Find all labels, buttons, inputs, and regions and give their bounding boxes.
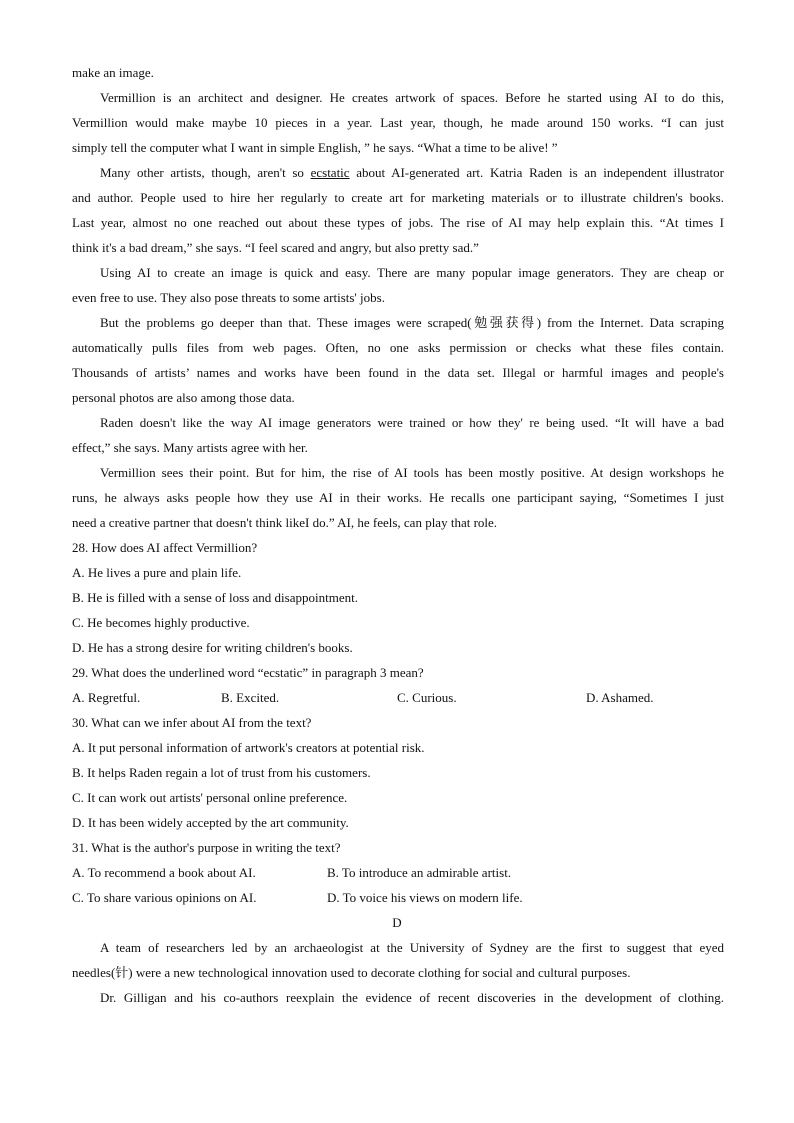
paragraph-line: Dr. Gilligan and his co-authors reexplain the evidence of recent discoveries in the development of clothing. (100, 990, 724, 1005)
option-b: B. He is filled with a sense of loss and disappointment. (72, 590, 358, 605)
paragraph-line: automatically pulls files from web pages. Often, no one asks permission or checks what these files contain. (72, 340, 724, 355)
option-d: D. Ashamed. (586, 690, 654, 705)
question-28: 28. How does AI affect Vermillion? (72, 540, 258, 555)
question-30: 30. What can we infer about AI from the text? (72, 715, 312, 730)
paragraph-line: need a creative partner that doesn't think likeI do.” AI, he feels, can play that role. (72, 515, 498, 530)
paragraph-line: needles(针) were a new technological innovation used to decorate clothing for social and cultural purposes. (72, 965, 631, 980)
paragraph-line: simply tell the computer what I want in simple English, ” he says. “What a time to be alive! ” (72, 140, 558, 155)
paragraph-line: Many other artists, though, aren't so ecstatic about AI-generated art. Katria Raden is an independent illustrator (100, 165, 724, 180)
paragraph-line: runs, he always asks people how they use AI in their works. He recalls one participant saying, “Sometimes I just (72, 490, 724, 505)
paragraph-line: think it's a bad dream,” she says. “I feel scared and angry, but also pretty sad.” (72, 240, 479, 255)
option-d: D. He has a strong desire for writing children's books. (72, 640, 353, 655)
option-c: C. Curious. (397, 690, 457, 705)
paragraph-line: Vermillion would make maybe 10 pieces in a year. Last year, though, he made around 150 works. “I can just (72, 115, 724, 130)
option-c: C. He becomes highly productive. (72, 615, 250, 630)
option-b: B. It helps Raden regain a lot of trust from his customers. (72, 765, 371, 780)
paragraph-line: A team of researchers led by an archaeologist at the University of Sydney are the first to suggest that eyed (100, 940, 724, 955)
option-b: B. To introduce an admirable artist. (327, 865, 512, 880)
underlined-word: ecstatic (310, 165, 350, 180)
option-d: D. It has been widely accepted by the art community. (72, 815, 349, 830)
paragraph-line: and author. People used to hire her regularly to create art for marketing materials or to illustrate children's books. (72, 190, 724, 205)
paragraph-line: personal photos are also among those data. (72, 390, 295, 405)
paragraph-line: make an image. (72, 65, 154, 80)
section-heading-d: D (392, 915, 402, 930)
paragraph-line: Using AI to create an image is quick and easy. There are many popular image generators. They are cheap or (100, 265, 724, 280)
paragraph-line: Vermillion sees their point. But for him, the rise of AI tools has been mostly positive. At design workshops he (100, 465, 724, 480)
option-a: A. To recommend a book about AI. (72, 865, 256, 880)
paragraph-line: But the problems go deeper than that. These images were scraped(勉强获得) from the Internet. Data scraping (100, 315, 724, 330)
option-b: B. Excited. (221, 690, 280, 705)
paragraph-line: even free to use. They also pose threats to some artists' jobs. (72, 290, 385, 305)
paragraph-line: effect,” she says. Many artists agree with her. (72, 440, 308, 455)
option-a: A. He lives a pure and plain life. (72, 565, 242, 580)
question-29: 29. What does the underlined word “ecstatic” in paragraph 3 mean? (72, 665, 424, 680)
option-d: D. To voice his views on modern life. (327, 890, 523, 905)
option-c: C. To share various opinions on AI. (72, 890, 257, 905)
option-c: C. It can work out artists' personal online preference. (72, 790, 348, 805)
paragraph-line: Last year, almost no one reached out about these types of jobs. The rise of AI may help explain this. “At times I (72, 215, 724, 230)
option-a: A. It put personal information of artwork's creators at potential risk. (72, 740, 425, 755)
paragraph-line: Vermillion is an architect and designer. He creates artwork of spaces. Before he started using AI to do this, (100, 90, 724, 105)
paragraph-line: Raden doesn't like the way AI image generators were trained or how they' re being used. “It will have a bad (100, 415, 724, 430)
option-a: A. Regretful. (72, 690, 141, 705)
question-31: 31. What is the author's purpose in writing the text? (72, 840, 341, 855)
paragraph-line: Thousands of artists’ names and works have been found in the data set. Illegal or harmful images and people's (72, 365, 724, 380)
